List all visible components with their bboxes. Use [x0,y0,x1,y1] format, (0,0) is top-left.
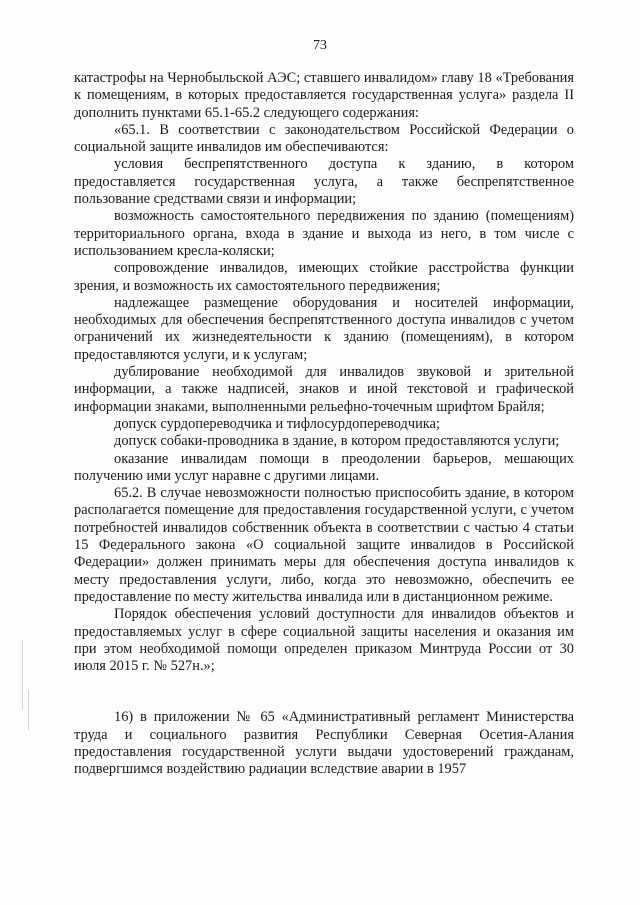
scan-artifact-line [28,690,29,730]
document-body [74,70,574,779]
paragraph-independent-movement: возможность самостоятельного передвижения по зданию (помещениям) территориального органа, входа в здание и выхода из него, в том числе с использованием кресла-коляски; [74,208,574,259]
page-number: 73 [313,38,327,53]
paragraph-escort: сопровождение инвалидов, имеющих стойкие расстройства функции зрения, и возможность их самостоятельного передвижения; [74,260,574,294]
paragraph-guide-dog: допуск собаки-проводника в здание, в котором предоставляются услуги; [114,433,560,450]
paragraph-access-conditions: условия беспрепятственного доступа к зданию, в котором предоставляется государственная услуга, а также беспрепятственное пользование средствами связи и информации; [74,156,574,208]
paragraph-item-16: 16) в приложении № 65 «Административный регламент Министерства труда и социального развития Республики Северная Осетия-Алания предоставления государственной услуги выдачи удостоверений гражданам, подвергшимся воздействию радиации вследствие аварии в 1957 [74,709,574,778]
paragraph-barrier-assistance: оказание инвалидам помощи в преодолении барьеров, мешающих получению ими услуг наравне с другими лицами. [74,450,574,484]
paragraph-65-2: 65.2. В случае невозможности полностью приспособить здание, в котором располагается помещение для предоставления государственной услуги, с учетом потребностей инвалидов собственник объекта в соответствии с частью 4 статьи 15 Федерального закона «О социальной защите инвалидов в Российской Федерации» должен принимать меры для обеспечения доступа инвалидов к месту предоставления услуги, либо, когда это невозможно, обеспечить ее предоставление по месту жительства инвалида или в дистанционном режиме. [74,485,574,605]
paragraph-accessibility-order: Порядок обеспечения условий доступности для инвалидов объектов и предоставляемых услуг в сфере социальной защиты населения и оказания им при этом необходимой помощи определен приказом Минтруда России от 30 июля 2015 г. № 527н.»; [74,606,574,675]
paragraph-65-1-heading: «65.1. В соответствии с законодательством Российской Федерации о социальной защите инвалидов им обеспечиваются: [74,121,574,156]
paragraph-intro: катастрофы на Чернобыльской АЭС; ставшего инвалидом» главу 18 «Требования к помещениям, в которых предоставляется государственная услуга» раздела II дополнить пунктами 65.1-65.2 следующего содержания: [74,70,574,121]
paragraph-interpreter-admission: допуск сурдопереводчика и тифлосурдопереводчика; [114,415,440,432]
paragraph-equipment-placement: надлежащее размещение оборудования и носителей информации, необходимых для обеспечения беспрепятственного доступа инвалидов с учетом ограничений их жизнедеятельности к зданию (помещениям), в котором предоставляются услуги, и к услугам; [74,294,574,363]
paragraph-information-duplication: дублирование необходимой для инвалидов звуковой и зрительной информации, а также надписей, знаков и иной текстовой и графической информации знаками, выполненными рельефно-точечным шрифтом Брайля; [74,364,574,415]
scan-artifact-line [22,640,23,710]
